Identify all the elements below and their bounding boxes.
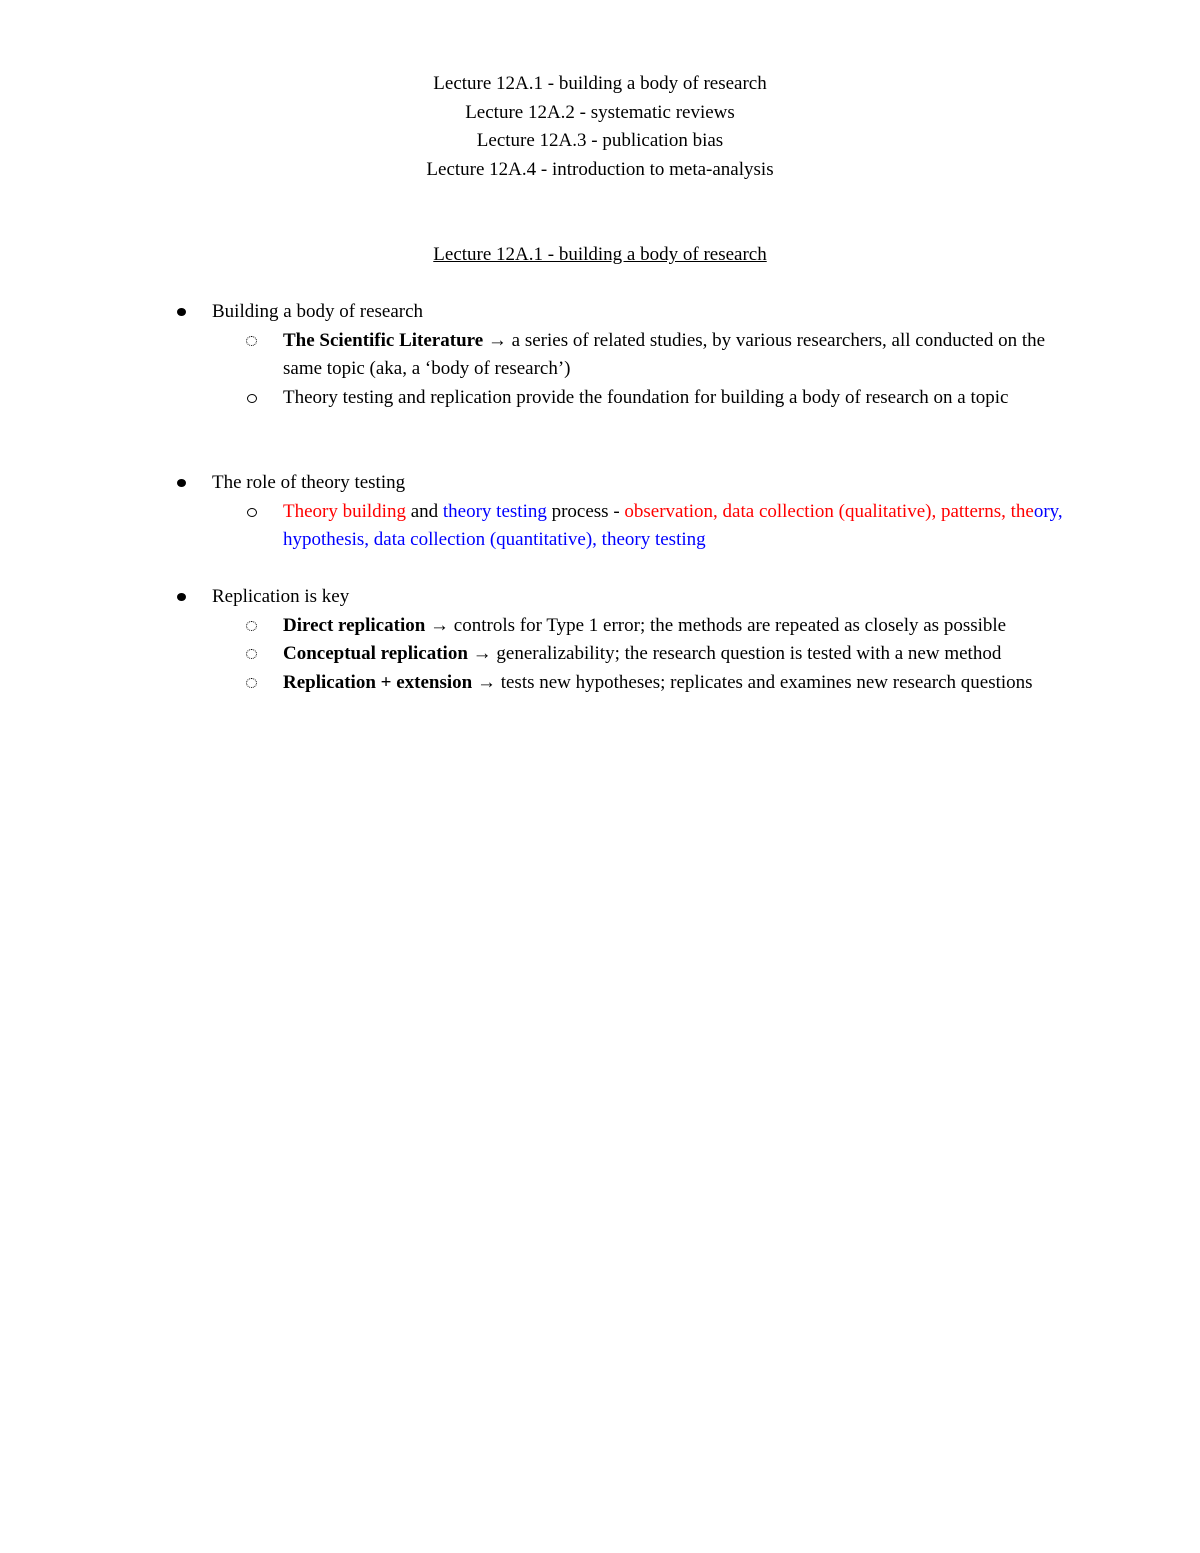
term: Direct replication [283, 614, 426, 636]
definition: → controls for Type 1 error; the methods are repeated as closely as possible [425, 614, 1007, 636]
dotted-circle-bullet-icon [246, 649, 257, 659]
theory-building-text: Theory building [283, 500, 406, 522]
bullet-title: The role of theory testing [212, 472, 406, 493]
bullet-title: Building a body of research [212, 301, 424, 322]
bullet-title: Replication is key [212, 586, 350, 607]
section-replication [0, 583, 1200, 697]
sub-bullet-item [0, 498, 1063, 555]
disc-bullet-icon [177, 593, 186, 601]
connector-text: and [405, 500, 443, 522]
dotted-circle-bullet-icon [246, 678, 257, 688]
section-building [0, 298, 1200, 412]
bullet-item [0, 298, 1200, 327]
sub-bullet-item [0, 612, 1063, 641]
definition: → generalizability; the research question is tested with a new method [467, 643, 1002, 665]
lecture-list [0, 70, 1200, 184]
circle-bullet-icon [247, 508, 257, 517]
term: Conceptual replication [283, 643, 468, 665]
disc-bullet-icon [177, 479, 186, 487]
bullet-item [0, 583, 1200, 612]
definition: → tests new hypotheses; replicates and examines new research questions [472, 671, 1033, 693]
sub-bullet-item [0, 640, 1063, 669]
qualitative-steps-text: observation, data collection (qualitative), patterns, the [624, 500, 1034, 522]
bullet-item [0, 469, 1200, 498]
term: The Scientific Literature [283, 329, 484, 351]
lecture-list-item: Lecture 12A.1 - building a body of research [433, 73, 767, 94]
circle-bullet-icon [247, 394, 257, 403]
term: Replication + extension [283, 671, 473, 693]
disc-bullet-icon [177, 308, 186, 316]
theory-testing-text: theory testing [442, 500, 547, 522]
lecture-list-item: Lecture 12A.2 - systematic reviews [465, 101, 735, 123]
section-theory [0, 469, 1200, 555]
sub-bullet-text: Theory testing and replication provide the foundation for building a body of research on a topic [283, 386, 1009, 408]
definition: → a series of related studies, by various researchers, all conducted on the same topic (aka, a ‘body of research’) [283, 329, 1046, 380]
connector-text: process - [546, 500, 625, 522]
quantitative-steps-text: ory, hypothesis, data collection (quantitative), theory testing [283, 500, 1063, 551]
sub-bullet-item [0, 327, 1063, 384]
lecture-list-item: Lecture 12A.4 - introduction to meta-analysis [426, 158, 774, 180]
sub-bullet-item [0, 669, 1063, 698]
dotted-circle-bullet-icon [246, 621, 257, 631]
sub-bullet-item [0, 384, 1063, 413]
dotted-circle-bullet-icon [246, 336, 257, 346]
section-heading: Lecture 12A.1 - building a body of research [433, 244, 767, 265]
lecture-list-item: Lecture 12A.3 - publication bias [476, 130, 724, 152]
